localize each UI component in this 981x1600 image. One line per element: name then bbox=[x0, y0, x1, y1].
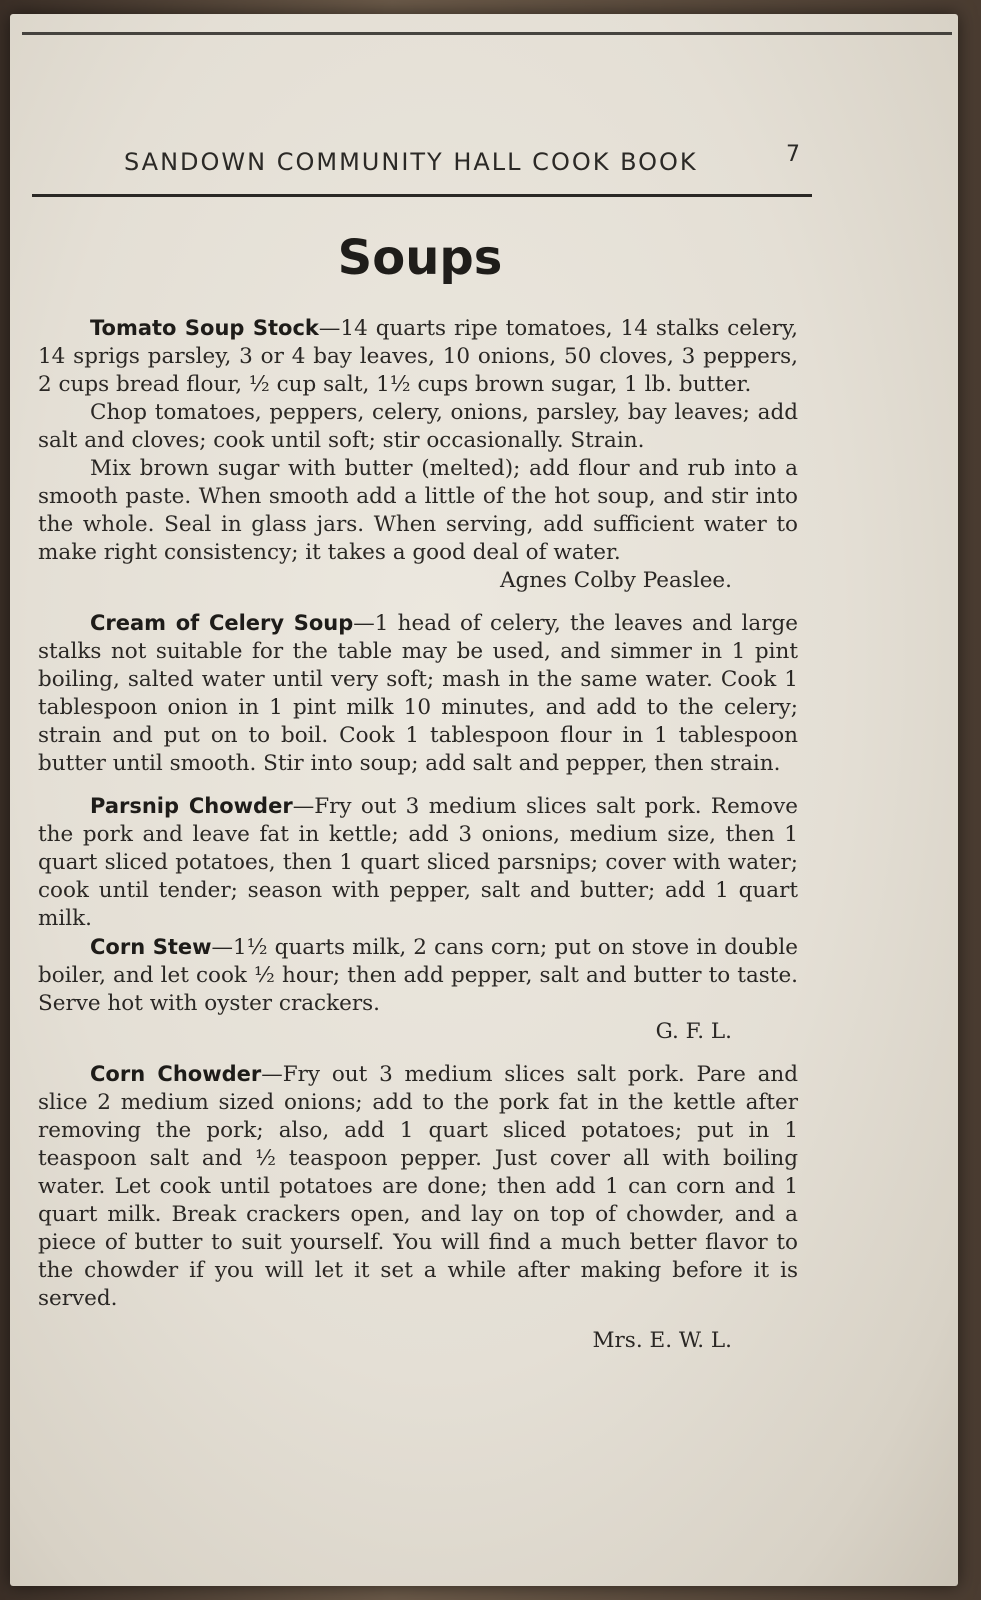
recipe-parsnip-chowder bbox=[38, 792, 798, 933]
recipe-tomato-soup-stock bbox=[38, 314, 798, 399]
recipe-title: Cream of Celery Soup bbox=[90, 611, 354, 635]
recipe-signature: G. F. L. bbox=[655, 1019, 732, 1044]
recipe-cream-of-celery-soup bbox=[38, 609, 798, 778]
header-rule bbox=[32, 194, 812, 197]
book-page bbox=[10, 14, 958, 1586]
running-header bbox=[110, 134, 810, 174]
page-number: 7 bbox=[786, 142, 800, 167]
recipe-signature: Agnes Colby Peaslee. bbox=[500, 568, 732, 593]
recipe-title: Corn Chowder bbox=[90, 1062, 262, 1086]
recipe-title: Corn Stew bbox=[90, 935, 212, 959]
recipe-ingredients: —Fry out 3 medium slices salt pork. Remove the pork and leave fat in kettle; add 3 onions, medium size, then 1 quart sliced potatoes, then 1 quart sliced parsnips; cover with water; cook until tender; season with pepper, salt and butter; add 1 quart milk. bbox=[38, 794, 798, 931]
recipe-signature: Mrs. E. W. L. bbox=[592, 1328, 732, 1353]
recipe-title: Tomato Soup Stock bbox=[90, 316, 319, 340]
page-body bbox=[38, 314, 798, 1355]
recipe-paragraph: Chop tomatoes, peppers, celery, onions, parsley, bay leaves; add salt and cloves; cook until soft; stir occasionally. Strain. bbox=[38, 400, 798, 453]
top-rule bbox=[22, 32, 952, 35]
recipe-paragraph: Mix brown sugar with butter (melted); add flour and rub into a smooth paste. When smooth add a little of the hot soup, and stir into the whole. Seal in glass jars. When serving, add sufficient water to make right consistency; it takes a good deal of water. bbox=[38, 456, 798, 565]
section-title: Soups bbox=[337, 230, 503, 286]
recipe-corn-chowder bbox=[38, 1060, 798, 1313]
recipe-corn-stew bbox=[38, 933, 798, 1018]
header-title: SANDOWN COMMUNITY HALL COOK BOOK bbox=[124, 148, 698, 176]
recipe-title: Parsnip Chowder bbox=[90, 794, 293, 818]
recipe-ingredients: —1 head of celery, the leaves and large stalks not suitable for the table may be used, and simmer in 1 pint boiling, salted water until very soft; mash in the same water. Cook 1 tablespoon onion in 1 pint milk 10 minutes, and add to the celery; strain and put on to boil. Cook 1 tablespoon flour in 1 tablespoon butter until smooth. Stir into soup; add salt and pepper, then strain. bbox=[38, 611, 798, 776]
recipe-ingredients: —Fry out 3 medium slices salt pork. Pare and slice 2 medium sized onions; add to the pork fat in the kettle after removing the pork; also, add 1 quart sliced potatoes; put in 1 teaspoon salt and ½ teaspoon pepper. Just cover all with boiling water. Let cook until potatoes are done; then add 1 can corn and 1 quart milk. Break crackers open, and lay on top of chowder, and a piece of butter to suit yourself. You will find a much better flavor to the chowder if you will let it set a while after making before it is served. bbox=[38, 1062, 799, 1311]
recipe-ingredients: —14 quarts ripe tomatoes, 14 stalks celery, 14 sprigs parsley, 3 or 4 bay leaves, 10 onions, 50 cloves, 3 peppers, 2 cups bread flour, ½ cup salt, 1½ cups brown sugar, 1 lb. butter. bbox=[38, 316, 798, 397]
recipe-ingredients: —1½ quarts milk, 2 cans corn; put on stove in double boiler, and let cook ½ hour; then add pepper, salt and butter to taste. Serve hot with oyster crackers. bbox=[38, 935, 798, 1016]
